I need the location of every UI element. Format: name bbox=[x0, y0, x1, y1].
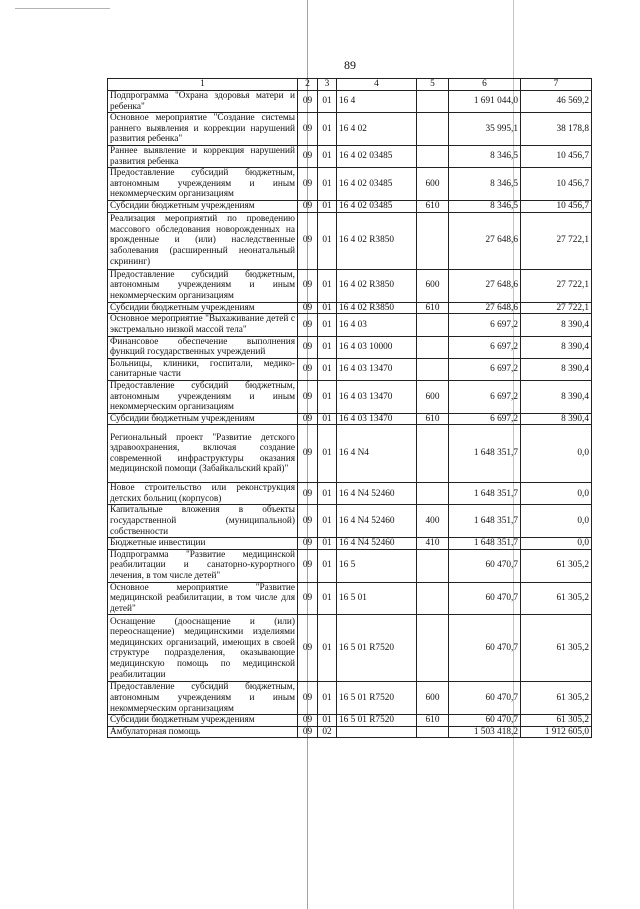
section-code-cell: 09 bbox=[298, 113, 318, 146]
expense-type-cell: 410 bbox=[417, 538, 449, 550]
target-article-cell: 16 4 03 bbox=[337, 314, 417, 336]
table-row bbox=[108, 201, 592, 213]
section-code-cell: 09 bbox=[298, 302, 318, 314]
subsection-code-cell: 01 bbox=[318, 425, 337, 483]
amount-year2-cell: 61 305,2 bbox=[521, 615, 592, 682]
subsection-code-cell: 01 bbox=[318, 358, 337, 380]
column-header: 2 bbox=[298, 79, 318, 91]
table-row bbox=[108, 425, 592, 483]
table-row bbox=[108, 145, 592, 167]
column-header: 7 bbox=[521, 79, 592, 91]
amount-year1-cell: 8 346,5 bbox=[449, 168, 521, 201]
amount-year1-cell: 6 697,2 bbox=[449, 336, 521, 358]
column-header: 1 bbox=[108, 79, 298, 91]
target-article-cell: 16 5 bbox=[337, 549, 417, 582]
expense-type-cell bbox=[417, 91, 449, 113]
amount-year2-cell: 0,0 bbox=[521, 538, 592, 550]
amount-year2-cell: 61 305,2 bbox=[521, 582, 592, 615]
target-article-cell: 16 4 03 10000 bbox=[337, 336, 417, 358]
table-row bbox=[108, 549, 592, 582]
amount-year2-cell: 61 305,2 bbox=[521, 682, 592, 715]
section-code-cell: 09 bbox=[298, 145, 318, 167]
amount-year1-cell: 6 697,2 bbox=[449, 413, 521, 425]
subsection-code-cell: 01 bbox=[318, 314, 337, 336]
amount-year1-cell: 6 697,2 bbox=[449, 314, 521, 336]
amount-year1-cell: 1 648 351,7 bbox=[449, 505, 521, 538]
subsection-code-cell: 01 bbox=[318, 113, 337, 146]
target-article-cell: 16 4 bbox=[337, 91, 417, 113]
target-article-cell: 16 4 03 13470 bbox=[337, 358, 417, 380]
target-article-cell: 16 4 N4 bbox=[337, 425, 417, 483]
amount-year2-cell: 61 305,2 bbox=[521, 549, 592, 582]
row-name-cell: Амбулаторная помощь bbox=[108, 726, 298, 738]
section-code-cell: 09 bbox=[298, 201, 318, 213]
table-row bbox=[108, 91, 592, 113]
table-row bbox=[108, 726, 592, 738]
section-code-cell: 09 bbox=[298, 682, 318, 715]
target-article-cell: 16 4 02 03485 bbox=[337, 145, 417, 167]
expense-type-cell bbox=[417, 212, 449, 269]
target-article-cell: 16 4 02 03485 bbox=[337, 201, 417, 213]
amount-year1-cell: 27 648,6 bbox=[449, 269, 521, 302]
subsection-code-cell: 01 bbox=[318, 336, 337, 358]
expense-type-cell: 610 bbox=[417, 302, 449, 314]
expense-type-cell bbox=[417, 113, 449, 146]
column-header: 3 bbox=[318, 79, 337, 91]
column-header: 4 bbox=[337, 79, 417, 91]
amount-year1-cell: 60 470,7 bbox=[449, 682, 521, 715]
section-code-cell: 09 bbox=[298, 582, 318, 615]
table-row bbox=[108, 538, 592, 550]
scan-artifact-line bbox=[15, 8, 110, 9]
target-article-cell: 16 4 N4 52460 bbox=[337, 505, 417, 538]
amount-year1-cell: 1 691 044,0 bbox=[449, 91, 521, 113]
table-row bbox=[108, 715, 592, 727]
table-row bbox=[108, 212, 592, 269]
amount-year1-cell: 1 503 418,2 bbox=[449, 726, 521, 738]
row-name-cell: Субсидии бюджетным учреждениям bbox=[108, 302, 298, 314]
section-code-cell: 09 bbox=[298, 549, 318, 582]
amount-year1-cell: 60 470,7 bbox=[449, 582, 521, 615]
table-row bbox=[108, 682, 592, 715]
table-row bbox=[108, 336, 592, 358]
table-header-row bbox=[108, 79, 592, 91]
subsection-code-cell: 01 bbox=[318, 549, 337, 582]
subsection-code-cell: 01 bbox=[318, 715, 337, 727]
page-number: 89 bbox=[344, 58, 356, 72]
row-name-cell: Капитальные вложения в объекты государственной (муниципальной) собственности bbox=[108, 505, 298, 538]
table-row bbox=[108, 413, 592, 425]
row-name-cell: Субсидии бюджетным учреждениям bbox=[108, 715, 298, 727]
section-code-cell: 09 bbox=[298, 269, 318, 302]
table-row bbox=[108, 269, 592, 302]
row-name-cell: Основное мероприятие "Создание системы раннего выявления и коррекции нарушений развития ребенка" bbox=[108, 113, 298, 146]
subsection-code-cell: 01 bbox=[318, 483, 337, 505]
table-row bbox=[108, 314, 592, 336]
column-header: 6 bbox=[449, 79, 521, 91]
row-name-cell: Предоставление субсидий бюджетным, автономным учреждениям и иным некоммерческим организациям bbox=[108, 269, 298, 302]
subsection-code-cell: 01 bbox=[318, 682, 337, 715]
table-row bbox=[108, 168, 592, 201]
amount-year2-cell: 38 178,8 bbox=[521, 113, 592, 146]
section-code-cell: 09 bbox=[298, 212, 318, 269]
amount-year2-cell: 10 456,7 bbox=[521, 145, 592, 167]
amount-year2-cell: 8 390,4 bbox=[521, 380, 592, 413]
amount-year1-cell: 6 697,2 bbox=[449, 358, 521, 380]
target-article-cell: 16 4 03 13470 bbox=[337, 380, 417, 413]
row-name-cell: Субсидии бюджетным учреждениям bbox=[108, 413, 298, 425]
amount-year2-cell: 0,0 bbox=[521, 483, 592, 505]
amount-year2-cell: 1 912 605,0 bbox=[521, 726, 592, 738]
amount-year1-cell: 1 648 351,7 bbox=[449, 425, 521, 483]
subsection-code-cell: 01 bbox=[318, 615, 337, 682]
section-code-cell: 09 bbox=[298, 91, 318, 113]
subsection-code-cell: 01 bbox=[318, 538, 337, 550]
target-article-cell: 16 5 01 R7520 bbox=[337, 615, 417, 682]
amount-year1-cell: 27 648,6 bbox=[449, 212, 521, 269]
target-article-cell: 16 4 03 13470 bbox=[337, 413, 417, 425]
row-name-cell: Основное мероприятие "Выхаживание детей с экстремально низкой массой тела" bbox=[108, 314, 298, 336]
target-article-cell: 16 4 02 R3850 bbox=[337, 212, 417, 269]
expense-type-cell bbox=[417, 582, 449, 615]
amount-year2-cell: 8 390,4 bbox=[521, 358, 592, 380]
expense-type-cell bbox=[417, 615, 449, 682]
row-name-cell: Субсидии бюджетным учреждениям bbox=[108, 201, 298, 213]
row-name-cell: Основное мероприятие "Развитие медицинской реабилитации, в том числе для детей" bbox=[108, 582, 298, 615]
amount-year1-cell: 27 648,6 bbox=[449, 302, 521, 314]
subsection-code-cell: 01 bbox=[318, 269, 337, 302]
table-row bbox=[108, 483, 592, 505]
row-name-cell: Оснащение (дооснащение и (или) переоснащение) медицинскими изделиями медицинских организаций, имеющих в своей структуре подразделения, оказывающие медицинскую помощь по медицинской реабилитации bbox=[108, 615, 298, 682]
amount-year2-cell: 10 456,7 bbox=[521, 201, 592, 213]
table-row bbox=[108, 113, 592, 146]
column-header: 5 bbox=[417, 79, 449, 91]
row-name-cell: Больницы, клиники, госпитали, медико-санитарные части bbox=[108, 358, 298, 380]
subsection-code-cell: 01 bbox=[318, 582, 337, 615]
amount-year1-cell: 35 995,1 bbox=[449, 113, 521, 146]
target-article-cell: 16 5 01 bbox=[337, 582, 417, 615]
amount-year1-cell: 8 346,5 bbox=[449, 145, 521, 167]
table-body bbox=[108, 91, 592, 738]
target-article-cell: 16 4 02 03485 bbox=[337, 168, 417, 201]
target-article-cell: 16 4 N4 52460 bbox=[337, 538, 417, 550]
section-code-cell: 09 bbox=[298, 314, 318, 336]
row-name-cell: Бюджетные инвестиции bbox=[108, 538, 298, 550]
row-name-cell: Региональный проект "Развитие детского здравоохранения, включая создание современной инфраструктуры оказания медицинской помощи (Забайкальский край)" bbox=[108, 425, 298, 483]
section-code-cell: 09 bbox=[298, 505, 318, 538]
section-code-cell: 09 bbox=[298, 358, 318, 380]
table-row bbox=[108, 582, 592, 615]
subsection-code-cell: 01 bbox=[318, 505, 337, 538]
table-row bbox=[108, 358, 592, 380]
table-row bbox=[108, 302, 592, 314]
subsection-code-cell: 01 bbox=[318, 201, 337, 213]
amount-year2-cell: 27 722,1 bbox=[521, 269, 592, 302]
row-name-cell: Подпрограмма "Развитие медицинской реабилитации и санаторно-курортного лечения, в том числе детей" bbox=[108, 549, 298, 582]
amount-year2-cell: 8 390,4 bbox=[521, 314, 592, 336]
subsection-code-cell: 02 bbox=[318, 726, 337, 738]
expense-type-cell bbox=[417, 726, 449, 738]
row-name-cell: Реализация мероприятий по проведению массового обследования новорожденных на врожденные и (или) наследственные заболевания (расширенный неонатальный скрининг) bbox=[108, 212, 298, 269]
target-article-cell bbox=[337, 726, 417, 738]
row-name-cell: Новое строительство или реконструкция детских больниц (корпусов) bbox=[108, 483, 298, 505]
expense-type-cell bbox=[417, 425, 449, 483]
amount-year1-cell: 60 470,7 bbox=[449, 549, 521, 582]
table-row bbox=[108, 505, 592, 538]
subsection-code-cell: 01 bbox=[318, 145, 337, 167]
amount-year2-cell: 0,0 bbox=[521, 505, 592, 538]
row-name-cell: Предоставление субсидий бюджетным, автономным учреждениям и иным некоммерческим организациям bbox=[108, 168, 298, 201]
section-code-cell: 09 bbox=[298, 336, 318, 358]
section-code-cell: 09 bbox=[298, 538, 318, 550]
amount-year2-cell: 27 722,1 bbox=[521, 212, 592, 269]
section-code-cell: 09 bbox=[298, 380, 318, 413]
subsection-code-cell: 01 bbox=[318, 413, 337, 425]
row-name-cell: Раннее выявление и коррекция нарушений развития ребенка bbox=[108, 145, 298, 167]
expense-type-cell bbox=[417, 549, 449, 582]
target-article-cell: 16 5 01 R7520 bbox=[337, 682, 417, 715]
amount-year2-cell: 0,0 bbox=[521, 425, 592, 483]
expense-type-cell: 600 bbox=[417, 168, 449, 201]
row-name-cell: Предоставление субсидий бюджетным, автономным учреждениям и иным некоммерческим организациям bbox=[108, 380, 298, 413]
amount-year2-cell: 8 390,4 bbox=[521, 336, 592, 358]
subsection-code-cell: 01 bbox=[318, 168, 337, 201]
amount-year2-cell: 10 456,7 bbox=[521, 168, 592, 201]
section-code-cell: 09 bbox=[298, 413, 318, 425]
expense-type-cell: 610 bbox=[417, 201, 449, 213]
section-code-cell: 09 bbox=[298, 726, 318, 738]
expense-type-cell bbox=[417, 336, 449, 358]
expense-type-cell: 600 bbox=[417, 380, 449, 413]
expense-type-cell bbox=[417, 358, 449, 380]
expense-type-cell bbox=[417, 145, 449, 167]
amount-year2-cell: 61 305,2 bbox=[521, 715, 592, 727]
target-article-cell: 16 4 02 R3850 bbox=[337, 302, 417, 314]
target-article-cell: 16 4 02 bbox=[337, 113, 417, 146]
subsection-code-cell: 01 bbox=[318, 91, 337, 113]
amount-year2-cell: 8 390,4 bbox=[521, 413, 592, 425]
section-code-cell: 09 bbox=[298, 483, 318, 505]
row-name-cell: Финансовое обеспечение выполнения функций государственных учреждений bbox=[108, 336, 298, 358]
amount-year2-cell: 46 569,2 bbox=[521, 91, 592, 113]
expense-type-cell bbox=[417, 314, 449, 336]
subsection-code-cell: 01 bbox=[318, 380, 337, 413]
amount-year1-cell: 1 648 351,7 bbox=[449, 538, 521, 550]
amount-year1-cell: 8 346,5 bbox=[449, 201, 521, 213]
amount-year1-cell: 6 697,2 bbox=[449, 380, 521, 413]
row-name-cell: Предоставление субсидий бюджетным, автономным учреждениям и иным некоммерческим организациям bbox=[108, 682, 298, 715]
target-article-cell: 16 4 02 R3850 bbox=[337, 269, 417, 302]
expense-type-cell: 600 bbox=[417, 269, 449, 302]
target-article-cell: 16 4 N4 52460 bbox=[337, 483, 417, 505]
section-code-cell: 09 bbox=[298, 615, 318, 682]
row-name-cell: Подпрограмма "Охрана здоровья матери и ребенка" bbox=[108, 91, 298, 113]
expense-type-cell: 400 bbox=[417, 505, 449, 538]
amount-year1-cell: 1 648 351,7 bbox=[449, 483, 521, 505]
amount-year1-cell: 60 470,7 bbox=[449, 715, 521, 727]
table-row bbox=[108, 615, 592, 682]
expense-type-cell: 600 bbox=[417, 682, 449, 715]
section-code-cell: 09 bbox=[298, 168, 318, 201]
section-code-cell: 09 bbox=[298, 715, 318, 727]
expense-type-cell: 610 bbox=[417, 413, 449, 425]
expense-type-cell bbox=[417, 483, 449, 505]
subsection-code-cell: 01 bbox=[318, 212, 337, 269]
amount-year1-cell: 60 470,7 bbox=[449, 615, 521, 682]
target-article-cell: 16 5 01 R7520 bbox=[337, 715, 417, 727]
subsection-code-cell: 01 bbox=[318, 302, 337, 314]
expense-type-cell: 610 bbox=[417, 715, 449, 727]
section-code-cell: 09 bbox=[298, 425, 318, 483]
table-row bbox=[108, 380, 592, 413]
budget-table bbox=[107, 78, 592, 738]
amount-year2-cell: 27 722,1 bbox=[521, 302, 592, 314]
